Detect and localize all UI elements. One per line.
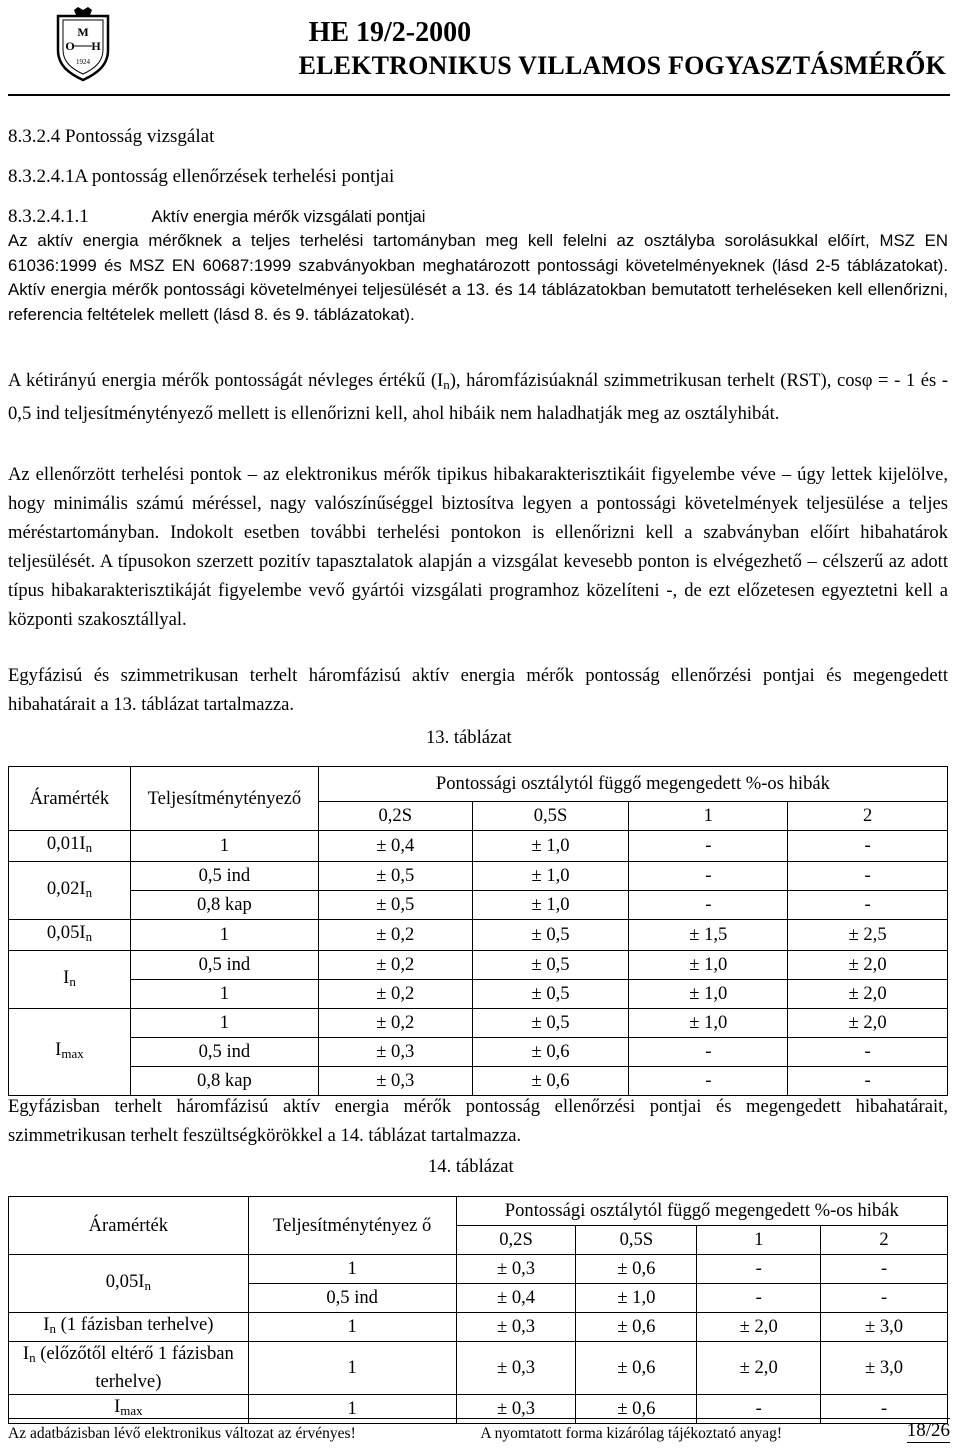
error-limit-cell: ± 0,3 [456,1313,576,1342]
current-cell: $I_n$ (előzőtől eltérő 1 fázisban terhelve) [9,1342,249,1395]
power-factor-cell: 0,5 ind [248,1284,456,1313]
error-limit-cell: - [697,1284,821,1313]
error-limit-cell: - [821,1255,948,1284]
current-cell: $0,01I_n$ [9,831,131,862]
header-class: 2 [788,802,948,831]
footer-print-note: A nyomtatott forma kizárólag tájékoztató anyag! [480,1425,783,1442]
header-class: 0,2S [456,1226,576,1255]
current-cell: $I_n$ [9,951,131,1009]
table-row [9,862,948,891]
error-limit-cell: ± 1,0 [629,951,788,980]
svg-text:O: O [65,39,75,53]
paragraph-test-points: Az ellenőrzött terhelési pontok – az elektronikus mérők tipikus hibakarakterisztikáit figyelembe véve – úgy lettek kijelölve, hogy minimális számú méréssel, nagy valószínűséggel biztosítva legyen a pontossági követelmények teljesülése a teljes méréstartományban. Indokolt esetben további terhelési pontokon is ellenőrizni kell a szabványban előírt hibahatárok teljesülését. A típusokon szerzett pozitív tapasztalatok alapján a vizsgálat kevesebb ponton is elvégezhető – célszerű az adott típus hibakarakterisztikáját figyelembe vevő gyártói vizsgálati programhoz közelíteni -, de ezt előzetesen egyeztetni kell a központi szakosztállyal. [8,464,948,630]
current-cell: $0,05I_n$ [9,920,131,951]
error-limit-cell: ± 1,0 [629,1009,788,1038]
header-class: 1 [629,802,788,831]
power-factor-cell: 0,5 ind [130,951,318,980]
header-current: Áramérték [9,767,131,831]
power-factor-cell: 1 [248,1313,456,1342]
error-limit-cell: ± 0,3 [456,1342,576,1395]
error-limit-cell: - [697,1255,821,1284]
error-limit-cell: - [629,862,788,891]
table-row [9,951,948,980]
error-limit-cell: ± 0,5 [318,891,472,920]
error-limit-cell: ± 0,6 [576,1313,697,1342]
power-factor-cell: 0,5 ind [130,1038,318,1067]
error-limit-cell: ± 1,0 [576,1284,697,1313]
paragraph-table13-ref: Egyfázisú és szimmetrikusan terhelt háromfázisú aktív energia mérők pontosság ellenőrzési pontjai és megengedett hibahatárait a 13. táblázat tartalmazza. [8,665,948,715]
error-limit-cell: ± 0,2 [318,951,472,980]
svg-text:H: H [91,39,101,53]
power-factor-cell: 0,8 kap [130,891,318,920]
error-limit-cell: ± 0,4 [456,1284,576,1313]
current-cell: $I_n$ (1 fázisban terhelve) [9,1313,249,1342]
header-class-errors: Pontossági osztálytól függő megengedett %-os hibák [318,767,947,802]
error-limit-cell: ± 0,3 [456,1395,576,1424]
table-row [9,920,948,951]
power-factor-cell: 0,5 ind [130,862,318,891]
table14-caption: 14. táblázat [428,1156,514,1177]
heading-text: Aktív energia mérők vizsgálati pontjai [151,207,426,226]
error-limit-cell: ± 0,6 [576,1255,697,1284]
power-factor-cell: 1 [130,920,318,951]
power-factor-cell: 1 [248,1395,456,1424]
svg-text:M: M [77,25,89,39]
error-limit-cell: ± 2,0 [788,1009,948,1038]
error-limit-cell: ± 1,0 [472,831,629,862]
current-cell: $I_{max}$ [9,1395,249,1424]
omh-seal-logo [50,6,116,84]
error-limit-cell: ± 0,5 [318,862,472,891]
error-limit-cell: ± 2,0 [697,1342,821,1395]
current-cell: $0,05I_n$ [9,1255,249,1313]
error-limit-cell: - [788,862,948,891]
error-limit-cell: ± 1,5 [629,920,788,951]
error-limit-cell: ± 0,5 [472,980,629,1009]
error-limit-cell: - [788,1038,948,1067]
error-limit-cell: ± 0,2 [318,1009,472,1038]
error-limit-cell: ± 0,5 [472,920,629,951]
power-factor-cell: 1 [130,1009,318,1038]
error-limit-cell: ± 2,0 [788,980,948,1009]
document-title: ELEKTRONIKUS VILLAMOS FOGYASZTÁSMÉRŐK [298,50,946,80]
power-factor-cell: 1 [130,980,318,1009]
power-factor-cell: 1 [248,1342,456,1395]
header-power-factor: Teljesítménytényez ő [248,1197,456,1255]
table-row [9,1255,948,1284]
power-factor-cell: 1 [130,831,318,862]
page-footer [8,1420,950,1443]
table-13 [8,766,948,1096]
paragraph-table14-ref: Egyfázisban terhelt háromfázisú aktív energia mérők pontosság ellenőrzési pontjai és megengedett hibahatárait, szimmetrikusan terhelt feszültségkörökkel a 14. táblázat tartalmazza. [8,1096,948,1146]
document-code: HE 19/2-2000 [308,17,472,48]
error-limit-cell: ± 0,6 [472,1038,629,1067]
error-limit-cell: ± 0,3 [456,1255,576,1284]
error-limit-cell: ± 0,6 [472,1067,629,1096]
table-header-row [9,1197,948,1226]
header-class: 2 [821,1226,948,1255]
heading-8-3-2-4: 8.3.2.4 Pontosság vizsgálat [8,126,215,147]
table-row [9,1342,948,1395]
table13-caption: 13. táblázat [426,727,512,748]
error-limit-cell: ± 0,6 [576,1395,697,1424]
footer-validity-note: Az adatbázisban lévő elektronikus változat az érvényes! [8,1425,356,1442]
table-14 [8,1196,948,1424]
error-limit-cell: - [821,1284,948,1313]
header-class: 0,5S [576,1226,697,1255]
error-limit-cell: ± 0,4 [318,831,472,862]
heading-8-3-2-4-1: 8.3.2.4.1A pontosság ellenőrzések terhelési pontjai [8,166,395,187]
header-class: 0,2S [318,802,472,831]
paragraph-intro: Az aktív energia mérőknek a teljes terhelési tartományban meg kell felelni az osztályba sorolásukkal előírt, MSZ EN 61036:1999 és MSZ EN 60687:1999 szabványokban meghatározott pontossági követelményeknek (lásd 2-5 táblázatokat). Aktív energia mérők pontossági követelményei teljesülését a 13. és 14 táblázatokban bemutatott terheléseken kell ellenőrizni, referencia feltételek mellett (lásd 8. és 9. táblázatokat). [8,231,948,324]
error-limit-cell: - [629,831,788,862]
error-limit-cell: ± 0,2 [318,980,472,1009]
current-cell: $0,02I_n$ [9,862,131,920]
page-number: 18/26 [906,1420,950,1441]
error-limit-cell: - [788,831,948,862]
paragraph-bidirectional: A kétirányú energia mérők pontosságát névleges értékű $(I_n)$, háromfázisúaknál szimmetrikusan terhelt (RST), cosφ = - 1 és - 0,5 ind teljesítménytényező mellett is ellenőrizni kell, ahol hibáik nem haladhatják meg az osztályhibát. [8,370,949,424]
table-row [9,1009,948,1038]
table-row [9,1313,948,1342]
footer-rule [8,1418,950,1419]
header-class-errors: Pontossági osztálytól függő megengedett %-os hibák [456,1197,947,1226]
heading-8-3-2-4-1-1 [8,206,425,228]
error-limit-cell: ± 2,0 [697,1313,821,1342]
error-limit-cell: ± 2,5 [788,920,948,951]
error-limit-cell: ± 1,0 [472,862,629,891]
table-header-row [9,767,948,802]
header-rule [8,94,950,96]
error-limit-cell: ± 0,5 [472,951,629,980]
document-header [299,16,946,81]
power-factor-cell: 1 [248,1255,456,1284]
error-limit-cell: ± 2,0 [788,951,948,980]
current-cell: $I_{max}$ [9,1009,131,1096]
error-limit-cell: ± 0,6 [576,1342,697,1395]
error-limit-cell: ± 1,0 [472,891,629,920]
heading-number: 8.3.2.4.1.1 [8,206,89,227]
power-factor-cell: 0,8 kap [130,1067,318,1096]
table-row [9,1038,948,1067]
error-limit-cell: - [788,891,948,920]
error-limit-cell: ± 3,0 [821,1313,948,1342]
error-limit-cell: - [788,1067,948,1096]
error-limit-cell: ± 0,3 [318,1038,472,1067]
table-row [9,831,948,862]
table-row [9,980,948,1009]
error-limit-cell: ± 0,5 [472,1009,629,1038]
error-limit-cell: - [629,891,788,920]
header-current: Áramérték [9,1197,249,1255]
table-row [9,891,948,920]
error-limit-cell: - [821,1395,948,1424]
header-class: 1 [697,1226,821,1255]
error-limit-cell: - [629,1038,788,1067]
header-power-factor: Teljesítménytényező [130,767,318,831]
error-limit-cell: - [629,1067,788,1096]
svg-text:1924: 1924 [76,58,90,66]
error-limit-cell: - [697,1395,821,1424]
error-limit-cell: ± 0,3 [318,1067,472,1096]
error-limit-cell: ± 1,0 [629,980,788,1009]
error-limit-cell: ± 3,0 [821,1342,948,1395]
error-limit-cell: ± 0,2 [318,920,472,951]
header-class: 0,5S [472,802,629,831]
